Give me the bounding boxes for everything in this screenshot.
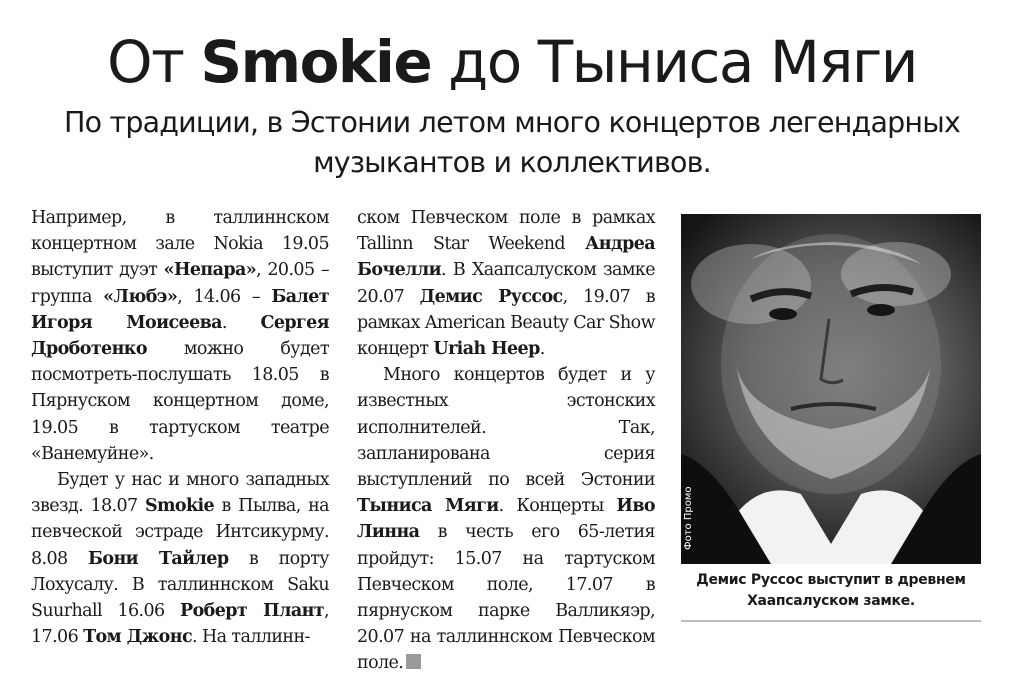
text-run: . На таллинн- [192, 627, 310, 648]
bold-name: Демис Руссос [419, 286, 563, 307]
bold-name: Бони Тайлер [88, 548, 229, 569]
bold-name: Роберт Плант [180, 601, 325, 622]
portrait-photo [681, 214, 981, 564]
text-run: в Пылва, на певческой эстраде Интсикурму. 8.08 [31, 496, 330, 569]
text-run: в порту Лохусалу. В таллиннском Saku Suurhall 16.06 [31, 548, 329, 622]
paragraph [31, 467, 329, 650]
article-column-2 [357, 205, 655, 677]
text-run: ском Певческом поле в рамках Tallinn Star Weekend [357, 208, 655, 255]
bold-name: Андреа Бочелли [357, 234, 655, 281]
text-run: , 17.06 [31, 601, 329, 648]
text-run: , 19.07 в рамках American Beauty Car Show концерт [357, 286, 655, 360]
text-run: Например, в таллиннском концертном зале Nokia 19.05 выступит дуэт [31, 208, 329, 281]
headline-post: до Тыниса Мяги [431, 28, 917, 96]
headline-bold: Smokie [200, 28, 432, 96]
bold-name: Том Джонс [83, 627, 193, 648]
headline [0, 22, 1024, 102]
text-run: . Концерты [498, 496, 617, 517]
subheadline: По традиции, в Эстонии летом много концертов легендарных музыкантов и коллективов. [63, 106, 961, 179]
text-run: . [539, 339, 545, 360]
headline-pre: От [107, 28, 201, 96]
bold-name: Балет Игоря Моисеева [31, 286, 329, 333]
end-mark-icon [406, 654, 421, 669]
text-run: можно будет посмотреть-послушать 18.05 в Пярнуском концертном доме, 19.05 в тартуском театре «Ванемуйне». [31, 339, 329, 464]
caption-divider [681, 620, 981, 622]
photo-credit-text: Фото Промо [683, 486, 694, 550]
text-run: в честь его 65-летия пройдут: 15.07 на тартуском Певческом поле, 17.07 в пярнуском парке Валликяэр, 20.07 на таллиннском Певческом поле. [357, 522, 655, 674]
text-run: . [221, 312, 261, 333]
text-run: . В Хаапсалуском замке 20.07 [357, 260, 655, 307]
photo-caption: Демис Руссос выступит в древнем Хаапсалуском замке. [696, 572, 966, 609]
photo-credit [683, 486, 703, 560]
bold-name: Uriah Heep [433, 339, 540, 360]
text-run: Много концертов будет и у известных эстонских исполнителей. Так, запланирована серия выступлений по всей Эстонии [357, 365, 655, 491]
bold-name: «Любэ» [103, 286, 178, 307]
paragraph [357, 205, 655, 362]
bold-name: Сергея Дроботенко [31, 312, 329, 360]
paragraph [357, 362, 655, 676]
text-run: Будет у нас и много западных звезд. 18.07 [31, 470, 329, 517]
text-run: , 20.05 – группа [31, 260, 329, 307]
bold-name: Smokie [144, 496, 215, 517]
bold-name: «Непара» [163, 260, 257, 281]
article-column-1 [31, 205, 329, 650]
bold-name: Тыниса Мяги [357, 496, 499, 517]
bold-name: Иво Линна [357, 496, 655, 543]
portrait-illustration [681, 214, 981, 564]
paragraph [31, 205, 329, 467]
text-run: , 14.06 – [177, 286, 272, 307]
